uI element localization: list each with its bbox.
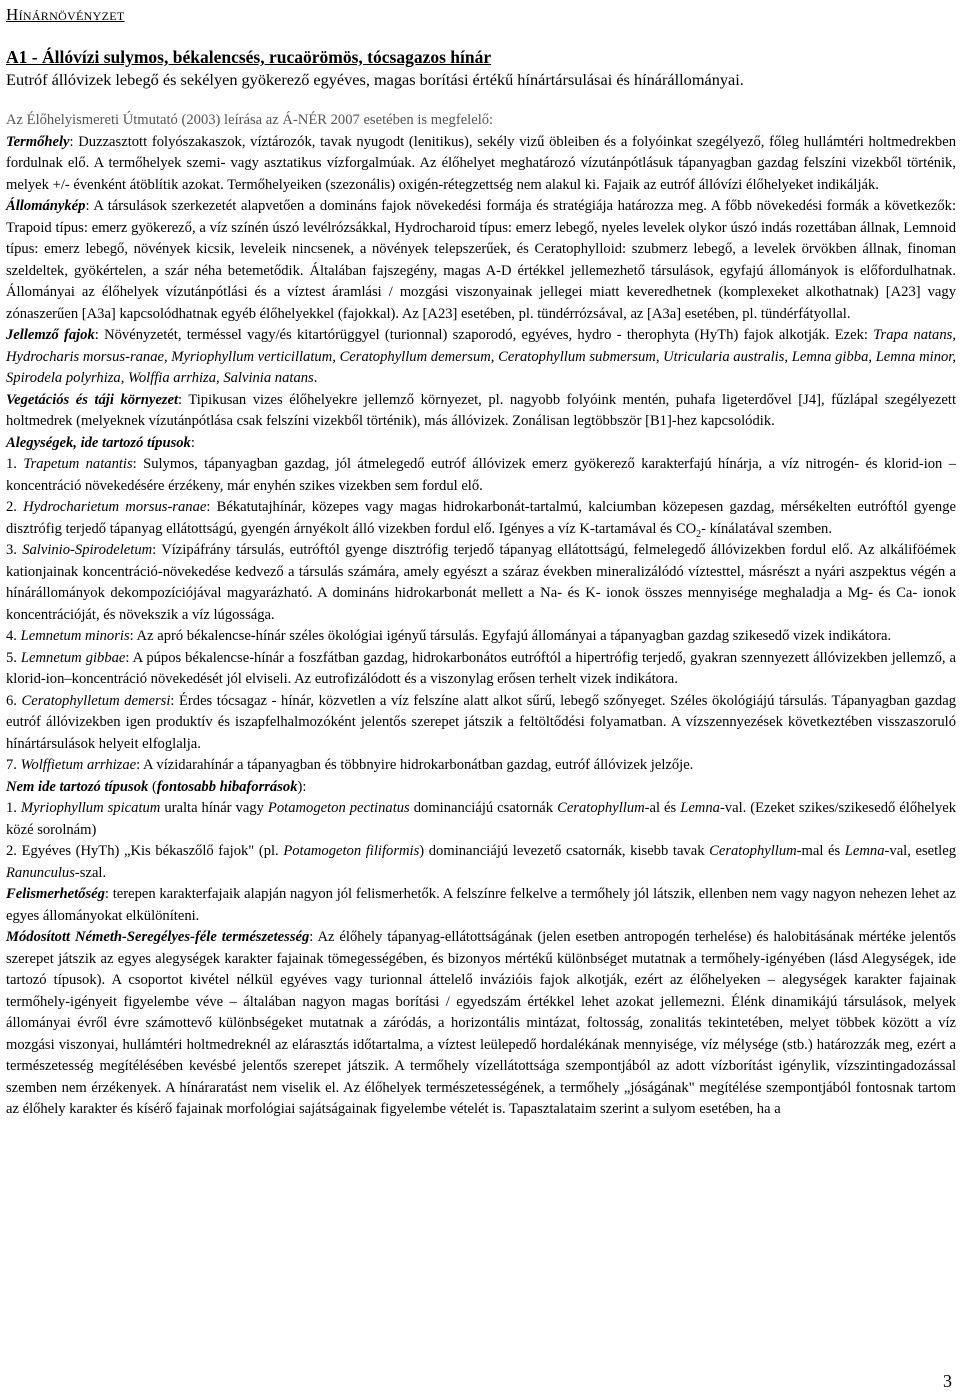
nem-ide-label: Nem ide tartozó típusok xyxy=(6,778,149,795)
list-item: 6. Ceratophylletum demersi: Érdes tócsagaz - hínár, közvetlen a víz felszíne alatt alkot sűrű, lebegő szőnyeget. Széles ökológiájú társulás. Tápanyagban gazdag eutróf állóvizekben igen produktív és iszapfelhalmozóként jelentős szerepet játszik a feltöltődési folyamatban. A vízszennyezések következtében visszaszoruló hínártársulások helyeit elfoglalja. xyxy=(6,692,956,752)
document-title: Hínárnövényzet xyxy=(6,5,125,24)
nem-ide-paren: fontosabb hibaforrások xyxy=(156,778,298,795)
felismerhetoseg-paragraph xyxy=(6,884,956,927)
modositott-text: : Az élőhely tápanyag-ellátottságának (jelen esetben antropogén terhelése) és halobitásának mértéke jelentős szerepet játszik az egyes alegységek karakter fajainak tömegességében, és bizonyos mértékű különbséget mutatnak a termőhely-igényében (lásd Alegységek, ide tartozó típusok). A csoportot kivétel nélkül egyéves vagy turionnal áttelelő invázióis fajok alkotják, ezért az élőhelyeken – alegységek karakter fajainak termőhely-igényeit figyelembe véve – általában nagyon magas borítási / egyedszám értékkel lehet azokat jellemezni. Élénk dinamikájú társulások, melyek állományai évről évre számottevő különbségeket mutatnak a záródás, a horizontális mintázat, foltosság, zonalitás tekintetében, melyet többek között a víz mozgási viszonyai, hullámtéri holtmedreknél az elárasztás időtartalma, a víztest leülepedő hordalékának mennyisége, víz mélysége (stb.) határozzák meg, ezért a természetesség megítélésében kevésbé jelentős szerepet játszik. A termőhely vízellátottsága szempontjából az adott vízborítást igénylik, vízszintingadozással szemben nem érzékenyek. A hínáraratást nem viselik el. Az élőhelyek természetességének, a termőhely „jóságának" megítélése szempontjából fontosnak tartom az élőhely karakter és kísérő fajainak morfológiai sajátságainak figyelembe vételét is. Tapasztalataim szerint a sulyom esetében, ha a xyxy=(6,929,956,1117)
alegysegek-list xyxy=(6,454,956,777)
section-intro: Eutróf állóvizek lebegő és sekélyen gyökerező egyéves, magas borítási értékű hínártársulásai és hínárállományai. xyxy=(6,70,744,89)
modositott-label: Módosított Németh-Seregélyes-féle természetesség xyxy=(6,929,310,945)
allomanykep-paragraph xyxy=(6,196,956,325)
list-item: 2. Hydrocharietum morsus-ranae: Békatutajhínár, közepes vagy magas hidrokarbonát-tartalmú, kalciumban közepesen gazdag, mérsékelten eutróftól gyenge disztrófig terjedő tápanyag ellátottságú, gyengén árnyékolt álló vizekben fordul elő. Igényes a víz K-tartamával és $CO_2-$ kínálatával szemben. xyxy=(6,499,956,540)
list-item: 2. Egyéves (HyTh) „Kis békaszőlő fajok" (pl. Potamogeton filiformis) dominanciájú levezető csatornák, kisebb tavak Ceratophyllum-mal és Lemna-val, esetleg Ranunculus-szal. xyxy=(6,843,956,881)
list-item: 7. Wolffietum arrhizae: A vízidarahínár a tápanyagban és többnyire hidrokarbonátban gazdag, eutróf állóvizek jelzője. xyxy=(6,757,694,773)
document-page xyxy=(6,0,956,1121)
vegetacios-paragraph xyxy=(6,390,956,433)
page-number: 3 xyxy=(943,1371,952,1391)
list-item: 3. Salvinio-Spirodeletum: Vízipáfrány társulás, eutróftól gyenge disztrófig terjedő tápanyag ellátottságú, felmelegedő állóvizekben fordul elő. Az alkáliföémek kationjainak koncentráció-növekedése kedvező a társulás számára, amely egyészt a száraz években mineralizálódó víztesttel, másrészt a nyári aszpektus végén a hínárállományok dekompozíciójával magyarázható. A domináns hidrokarbonát mellett a Na- és K- ionok összes mennyisége meghaladja a Mg- és Ca- ionok koncentrációját, és növekszik a víz lúgossága. xyxy=(6,542,957,623)
termohely-text: : Duzzasztott folyószakaszok, víztározók, tavak nyugodt (lenitikus), sekély vizű öbleiben és a folyóinkat szegélyező, főleg hullámtéri holtmedrekben fordulnak elő. A termőhelyek szemi- vagy asztatikus vízforgalmúak. Az élőhelyet meghatározó vízutánpótlásuk tápanyagban gazdag felszíni vizekből történik, melyek +/- évenként átöblítik azokat. Termőhelyeiken (szezonális) oxigén-rétegzettség nem alakul ki. Fajaik az eutróf állóvízi élőhelyeket indikálják. xyxy=(6,133,956,193)
vegetacios-label: Vegetációs és táji környezet xyxy=(6,391,179,408)
jellemzo-species: Trapa natans, Hydrocharis morsus-ranae, Myriophyllum verticillatum, Ceratophyllum demersum, Ceratophyllum submersum, Utricularia australis, Lemna gibba, Lemna minor, Spirodela polyrhiza, Wolffia arrhiza, Salvinia natans xyxy=(6,327,956,386)
allomanykep-text: : A társulások szerkezetét alapvetően a domináns fajok növekedési formája és stratégiája határozza meg. A főbb növekedési formák a következők: Trapoid típus: emerz gyökerező, a víz színén úszó levélrózsákkal, Hydrocharoid típus: emerz lebegő, nyeles levelek olykor úszó indás rozettában állnak, Lemnoid típus: emerz lebegő, növények kicsik, leveleik nincsenek, a növények telepszerűek, és Ceratophylloid: szubmerz lebegő, a levelek örvökben állnak, finoman szeldeltek, gyökértelen, a szár néha betemetődik. Általában fajszegény, magas A-D értékkel jellemezhető társulások, egyfajú állományok is előfordulhatnak. Állományai az élőhelyek vízutánpótlási és a víztest áramlási / mozgási viszonyainak jellegei miatt keveredhetnek (komplexeket alkothatnak) [A23] vagy zónaszerűen [A3a] kapcsolódhatnak egyéb élőhelyekkel (fajokkal). Az [A23] esetében, pl. tündérrózsával, az [A3a] esetében, pl. tündérfátyollal. xyxy=(6,198,956,322)
termohely-paragraph xyxy=(6,132,956,197)
jellemzo-end: . xyxy=(313,370,318,386)
list-item: 1. Trapetum natantis: Sulymos, tápanyagban gazdag, jól átmelegedő eutróf állóvizek emerz gyökerező karakterfajú hínárja, a víz nitrogén- és klorid-ion –koncentráció növekedésére érzékeny, már enyhén szikes vizekben sem fordul elő. xyxy=(6,456,956,494)
reference-note: Az Élőhelyismereti Útmutató (2003) leírása az Á-NÉR 2007 esetében is megfelelő: xyxy=(6,112,494,128)
list-item: 4. Lemnetum minoris: Az apró békalencse-hínár széles ökológiai igényű társulás. Egyfajú állományai a tápanyagban gazdag szikesedő vizek indikátora. xyxy=(6,628,892,644)
vegetacios-text: : Tipikusan vizes élőhelyekre jellemző környezet, pl. nagyobb folyóink mentén, puhafa ligeterdővel [J4], fűzlápal szegélyezett holtmedrek (melyeknek vízutánpótlása csak felszíni vizekből történik), más állóvizek. Zonálisan legtöbbször [B1]-hez kapcsolódik. xyxy=(6,391,956,429)
felismerhetoseg-label: Felismerhetőség xyxy=(6,886,105,902)
list-item: 5. Lemnetum gibbae: A púpos békalencse-hínár a foszfátban gazdag, hidrokarbonátos eutróftól a hipertrófig terjedő, gyakran szennyezett állóvizekben jellemző, a klorid-ion–koncentráció növekedését jól elviseli. Az eutrofizálódott és a viszonylag erősen terhelt vizek indikátora. xyxy=(6,649,957,687)
modositott-paragraph xyxy=(6,927,956,1121)
nem-ide-heading: Nem ide tartozó típusok (fontosabb hibaforrások): xyxy=(6,778,307,795)
alegysegek-heading: Alegységek, ide tartozó típusok: xyxy=(6,434,195,451)
felismerhetoseg-text: : terepen karakterfajaik alapján nagyon jól felismerhetők. A felszínre felkelve a termőhely jól látszik, ellenben nem vagy nagyon nehezen lehet az egyes állományokat elkülöníteni. xyxy=(6,886,956,924)
alegysegek-label: Alegységek, ide tartozó típusok xyxy=(6,434,191,451)
jellemzo-label: Jellemző fajok xyxy=(6,327,95,343)
list-item: 1. Myriophyllum spicatum uralta hínár vagy Potamogeton pectinatus dominanciájú csatornák Ceratophyllum-al és Lemna-val. (Ezeket szikes/szikesedő élőhelyek közé sorolnám) xyxy=(6,800,957,838)
termohely-label: Termőhely xyxy=(6,133,70,150)
jellemzo-paragraph xyxy=(6,325,956,390)
section-title: A1 - Állóvízi sulymos, békalencsés, rucaörömös, tócsagazos hínár xyxy=(6,47,492,67)
jellemzo-text: : Növényzetét, terméssel vagy/és kitartórüggyel (turionnal) szaporodó, egyéves, hydro - therophyta (HyTh) fajok alkotják. Ezek: xyxy=(94,327,874,343)
nem-ide-list xyxy=(6,798,956,884)
allomanykep-label: Állománykép xyxy=(6,198,86,214)
